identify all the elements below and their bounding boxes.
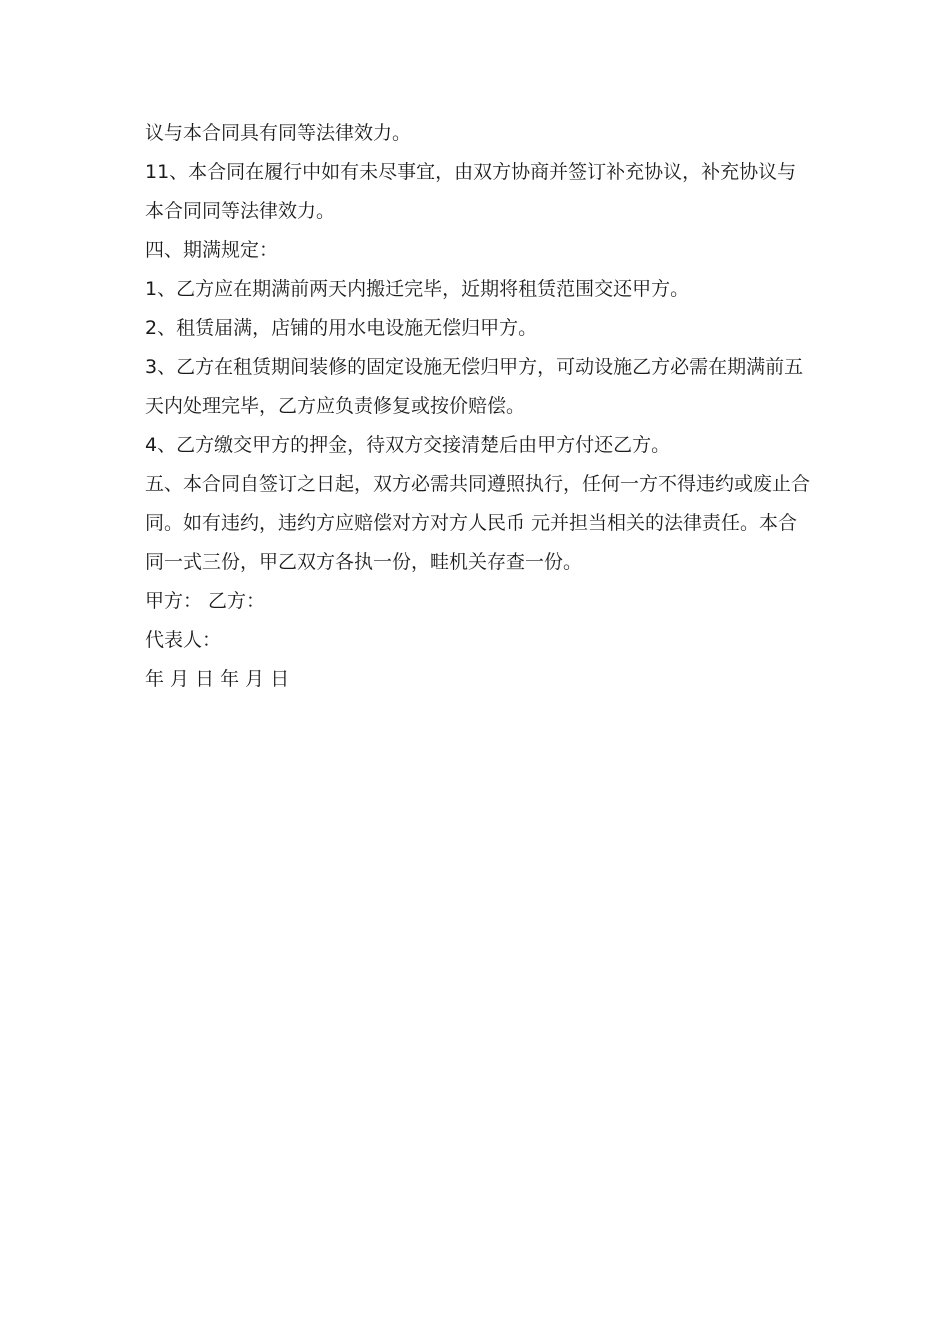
signature-parties: 甲方： 乙方： (145, 590, 266, 612)
expiry-clause-1: 1、乙方应在期满前两天内搬迁完毕，近期将租赁范围交还甲方。 (145, 278, 690, 300)
section-heading-expiry: 四、期满规定： (145, 239, 279, 261)
expiry-clause-3: 3、乙方在租赁期间装修的固定设施无偿归甲方，可动设施乙方必需在期满前五天内处理完毕，乙方应负责修复或按价赔偿。 (145, 356, 804, 417)
section-five-terms: 五、本合同自签订之日起，双方必需共同遵照执行，任何一方不得违约或废止合同。如有违约，违约方应赔偿对方对方人民币 元并担当相关的法律责任。本合同一式三份，甲乙双方各执一份，畦机关存查一份。 (145, 473, 811, 573)
signature-representative: 代表人： (145, 629, 222, 651)
expiry-clause-2: 2、租赁届满，店铺的用水电设施无偿归甲方。 (145, 317, 538, 339)
paragraph-continuation: 议与本合同具有同等法律效力。 (145, 122, 412, 144)
clause-11: 11、本合同在履行中如有未尽事宜，由双方协商并签订补充协议，补充协议与本合同同等法律效力。 (145, 161, 797, 222)
signature-dates: 年 月 日 年 月 日 (145, 668, 290, 690)
expiry-clause-4: 4、乙方缴交甲方的押金，待双方交接清楚后由甲方付还乙方。 (145, 434, 671, 456)
document-body (145, 114, 815, 699)
